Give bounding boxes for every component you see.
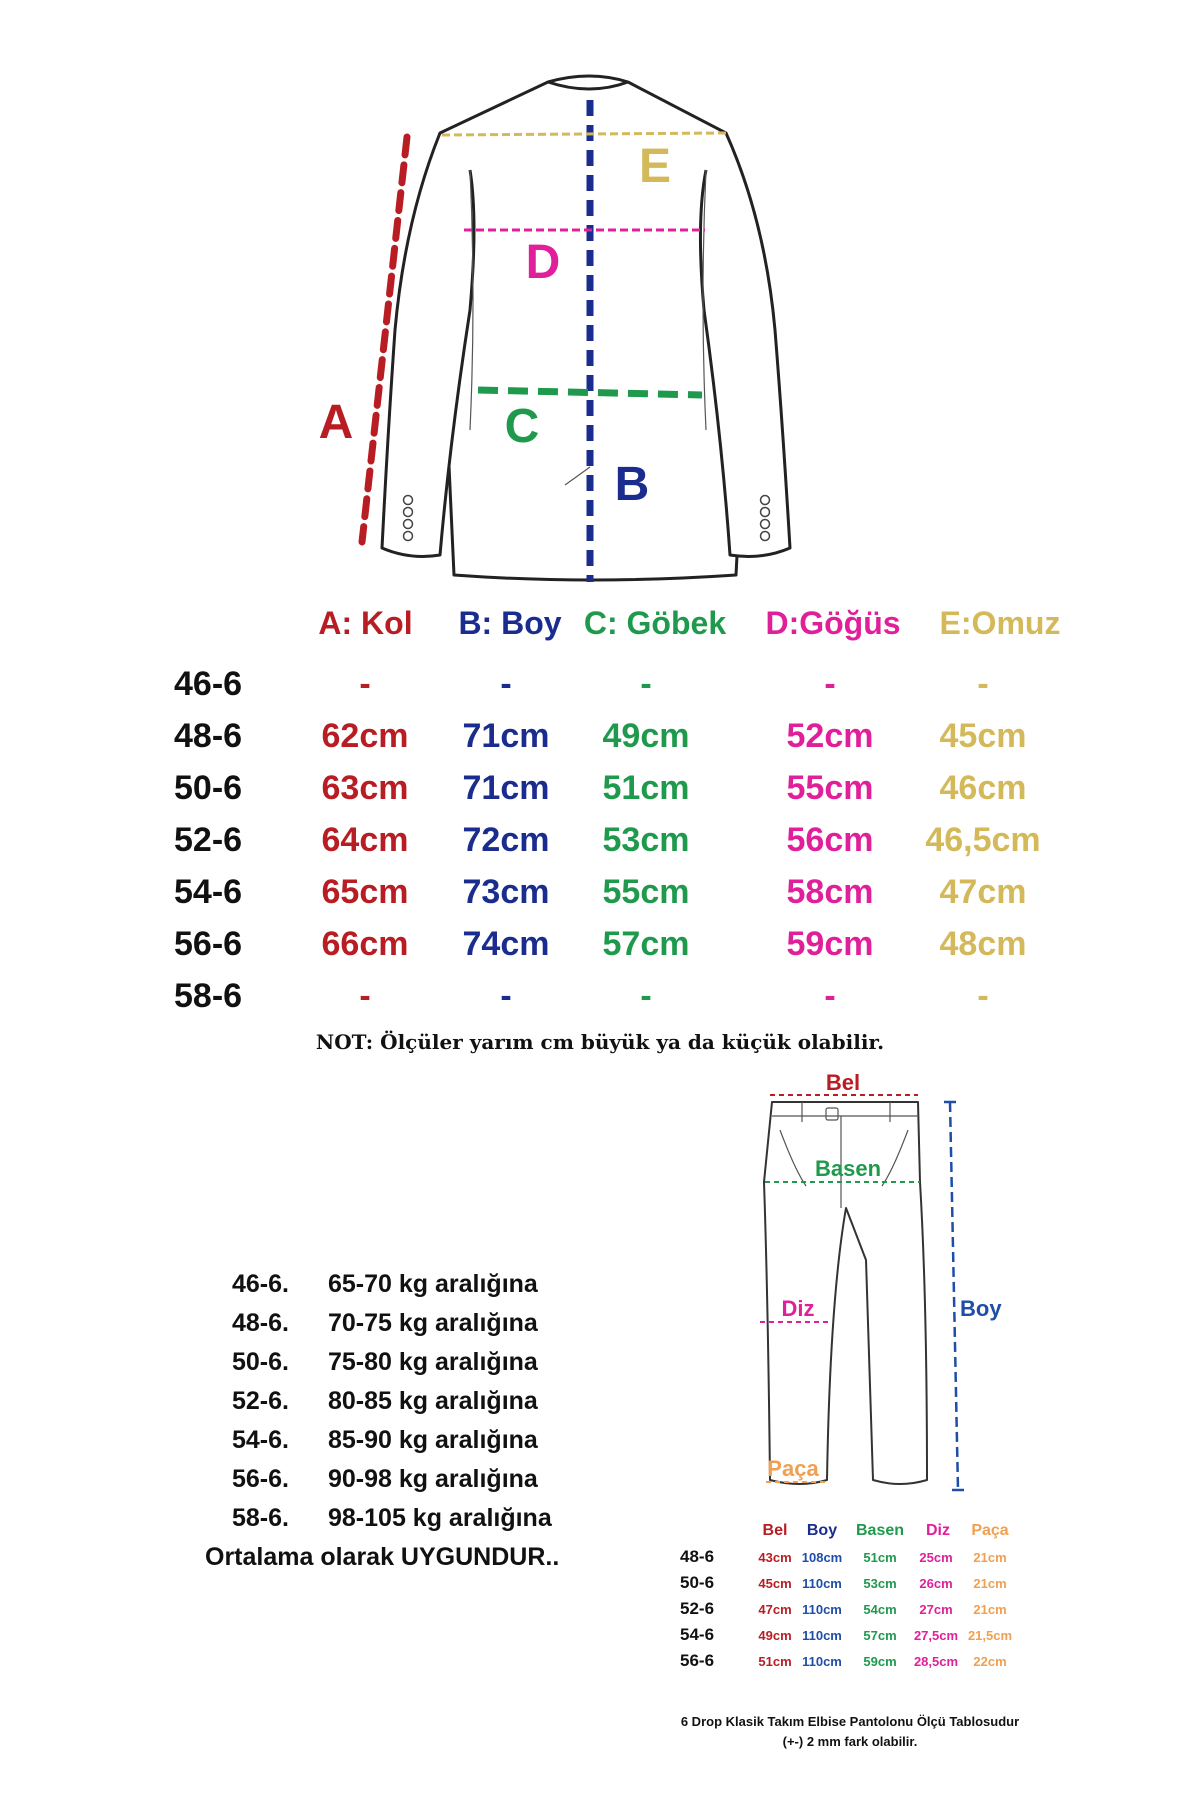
weight-range: 90-98 kg aralığına — [328, 1465, 538, 1493]
cell-gobek: 49cm — [602, 717, 690, 755]
letter-c: C — [504, 400, 540, 453]
row-size: 46-6 — [174, 665, 243, 703]
label-diz: Diz — [781, 1296, 815, 1321]
pants-cell-basen: 53cm — [863, 1576, 897, 1591]
header-boy: B: Boy — [458, 605, 562, 641]
cell-gobek: 51cm — [602, 769, 690, 807]
pants-cell-basen: 57cm — [863, 1628, 897, 1643]
pants-cell-diz: 25cm — [919, 1550, 953, 1565]
jacket-diagram — [0, 0, 1200, 600]
pants-cell-basen: 51cm — [863, 1550, 897, 1565]
weight-row — [0, 1309, 600, 1341]
cell-omuz: 45cm — [939, 717, 1027, 755]
pants-header-paca: Paça — [971, 1522, 1009, 1539]
pants-cell-boy: 110cm — [802, 1576, 842, 1591]
pants-header-bel: Bel — [762, 1522, 788, 1539]
cell-gobek: 57cm — [602, 925, 690, 963]
weight-range: 98-105 kg aralığına — [328, 1504, 552, 1532]
weight-range: 85-90 kg aralığına — [328, 1426, 538, 1454]
cell-kol: 65cm — [321, 873, 409, 911]
pants-cell-bel: 43cm — [758, 1550, 792, 1565]
weight-size: 52-6. — [232, 1387, 289, 1415]
letter-e: E — [638, 140, 672, 193]
cell-omuz: - — [977, 665, 989, 703]
cell-boy: - — [500, 665, 512, 703]
cell-gogus: 52cm — [786, 717, 874, 755]
pants-cell-paca: 21cm — [973, 1602, 1007, 1617]
pants-cell-boy: 110cm — [802, 1654, 842, 1669]
cell-gogus: 55cm — [786, 769, 874, 807]
cell-gobek: - — [640, 665, 652, 703]
weight-size: 46-6. — [232, 1270, 289, 1298]
pants-cell-diz: 28,5cm — [913, 1654, 959, 1669]
footer-line1: 6 Drop Klasik Takım Elbise Pantolonu Ölçü Tablosudur — [680, 1714, 1020, 1729]
cell-kol: 64cm — [321, 821, 409, 859]
cell-boy: 71cm — [462, 717, 550, 755]
cell-boy: 74cm — [462, 925, 550, 963]
label-bel: Bel — [825, 1070, 861, 1095]
header-omuz: E:Omuz — [939, 605, 1061, 641]
weight-row — [0, 1270, 600, 1302]
weight-size: 58-6. — [232, 1504, 289, 1532]
weight-range: 70-75 kg aralığına — [328, 1309, 538, 1337]
cell-gobek: 53cm — [602, 821, 690, 859]
weight-row — [0, 1426, 600, 1458]
cell-boy: 73cm — [462, 873, 550, 911]
pants-cell-boy: 108cm — [801, 1550, 843, 1565]
measurement-note: NOT: Ölçüler yarım cm büyük ya da küçük olabilir. — [315, 1030, 885, 1054]
row-size: 48-6 — [174, 717, 243, 755]
cell-omuz: 48cm — [939, 925, 1027, 963]
cell-omuz: - — [977, 977, 989, 1015]
pants-cell-bel: 51cm — [758, 1654, 792, 1669]
pants-row-size: 48-6 — [680, 1547, 715, 1566]
weight-range: 80-85 kg aralığına — [328, 1387, 538, 1415]
weight-range: 75-80 kg aralığına — [328, 1348, 538, 1376]
row-size: 56-6 — [174, 925, 243, 963]
pants-row-size: 52-6 — [680, 1599, 715, 1618]
weight-size: 48-6. — [232, 1309, 289, 1337]
label-basen: Basen — [814, 1156, 882, 1181]
letter-d: D — [525, 236, 561, 289]
row-size: 50-6 — [174, 769, 243, 807]
jacket-outline — [382, 76, 790, 580]
cell-omuz: 46cm — [939, 769, 1027, 807]
pants-cell-boy: 110cm — [802, 1602, 842, 1617]
cell-gogus: 59cm — [786, 925, 874, 963]
pants-cell-bel: 47cm — [758, 1602, 792, 1617]
cell-boy: 71cm — [462, 769, 550, 807]
footer-line2: (+-) 2 mm fark olabilir. — [782, 1734, 918, 1749]
pants-cell-diz: 27cm — [919, 1602, 953, 1617]
label-paca: Paça — [767, 1456, 819, 1481]
pants-header-boy: Boy — [806, 1522, 838, 1539]
row-size: 52-6 — [174, 821, 243, 859]
pants-cell-basen: 59cm — [863, 1654, 897, 1669]
pants-cell-paca: 21cm — [973, 1550, 1007, 1565]
pants-cell-diz: 27,5cm — [913, 1628, 959, 1643]
weight-summary: Ortalama olarak UYGUNDUR.. — [205, 1543, 560, 1571]
letter-b: B — [614, 458, 650, 511]
cell-gogus: - — [824, 665, 836, 703]
pants-cell-paca: 22cm — [973, 1654, 1007, 1669]
pants-cell-paca: 21,5cm — [967, 1628, 1013, 1643]
label-boy: Boy — [960, 1296, 1002, 1321]
cell-omuz: 47cm — [939, 873, 1027, 911]
header-gobek: C: Göbek — [583, 605, 727, 641]
pants-cell-bel: 49cm — [758, 1628, 792, 1643]
cell-kol: 62cm — [321, 717, 409, 755]
weight-row — [0, 1348, 600, 1380]
weight-row — [0, 1504, 600, 1536]
row-size: 58-6 — [174, 977, 243, 1015]
weight-row — [0, 1387, 600, 1419]
weight-size: 54-6. — [232, 1426, 289, 1454]
cell-kol: 66cm — [321, 925, 409, 963]
header-kol: A: Kol — [318, 605, 413, 641]
weight-size: 50-6. — [232, 1348, 289, 1376]
pants-cell-paca: 21cm — [973, 1576, 1007, 1591]
cell-gogus: 58cm — [786, 873, 874, 911]
pants-header-diz: Diz — [926, 1522, 950, 1539]
cell-boy: 72cm — [462, 821, 550, 859]
pantolon-boy-measure-line — [950, 1102, 958, 1490]
pants-cell-bel: 45cm — [758, 1576, 792, 1591]
letter-a: A — [318, 396, 354, 449]
pants-row-size: 50-6 — [680, 1573, 715, 1592]
cell-kol: 63cm — [321, 769, 409, 807]
pants-cell-diz: 26cm — [919, 1576, 953, 1591]
pants-row-size: 54-6 — [680, 1625, 715, 1644]
pants-cell-basen: 54cm — [863, 1602, 897, 1617]
pants-row-size: 56-6 — [680, 1651, 715, 1670]
pants-header-basen: Basen — [855, 1522, 905, 1539]
weight-size: 56-6. — [232, 1465, 289, 1493]
cell-gogus: - — [824, 977, 836, 1015]
cell-boy: - — [500, 977, 512, 1015]
cell-gogus: 56cm — [786, 821, 874, 859]
header-gogus: D:Göğüs — [765, 605, 901, 641]
cell-kol: - — [359, 665, 371, 703]
cell-kol: - — [359, 977, 371, 1015]
cell-gobek: 55cm — [602, 873, 690, 911]
pants-cell-boy: 110cm — [802, 1628, 842, 1643]
weight-row — [0, 1465, 600, 1497]
weight-range: 65-70 kg aralığına — [328, 1270, 538, 1298]
cell-gobek: - — [640, 977, 652, 1015]
row-size: 54-6 — [174, 873, 243, 911]
cell-omuz: 46,5cm — [925, 821, 1041, 859]
